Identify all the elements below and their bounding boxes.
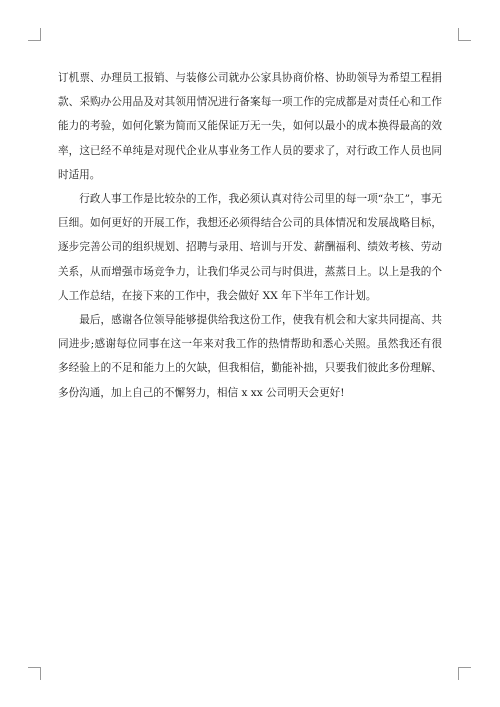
crop-mark-top-left: [28, 28, 41, 41]
crop-mark-top-right: [458, 28, 471, 41]
crop-mark-bottom-right: [458, 667, 471, 680]
paragraph-2: 行政人事工作是比较杂的工作，我必须认真对待公司里的每一项“杂工”，事无巨细。如何更好的开展工作，我想还必须得结合公司的具体情况和发展战略目标，逐步完善公司的组织规划、招聘与录用、培训与开发、薪酬福利、绩效考核、劳动关系，从而增强市场竞争力，让我们华灵公司与时俱进，蒸蒸日上。以上是我的个人工作总结，在接下来的工作中，我会做好 XX 年下半年工作计划。: [58, 193, 442, 302]
paragraph-3: 最后，感谢各位领导能够提供给我这份工作，使我有机会和大家共同提高、共同进步;感谢每位同事在这一年来对我工作的热情帮助和悉心关照。虽然我还有很多经验上的不足和能力上的欠缺，但我相信，勤能补拙，只要我们彼此多份理解、多份沟通，加上自己的不懈努力，相信 x xx 公司明天会更好!: [58, 314, 442, 399]
crop-mark-bottom-left: [28, 667, 41, 680]
document-body: [58, 66, 442, 405]
paragraph-1: 订机票、办理员工报销、与装修公司就办公家具协商价格、协助领导为希望工程捐款、采购办公用品及对其领用情况进行备案每一项工作的完成都是对责任心和工作能力的考验，如何化繁为简而又能保证万无一失，如何以最小的成本换得最高的效率，这已经不单纯是对现代企业从事业务工作人员的要求了，对行政工作人员也同时适用。: [58, 72, 442, 181]
